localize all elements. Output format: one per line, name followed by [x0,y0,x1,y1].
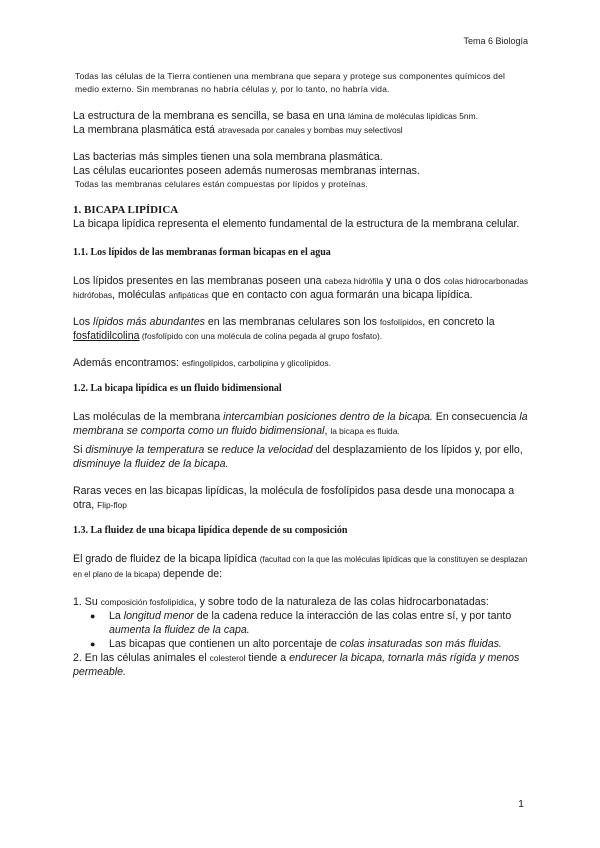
list-item-1: 1. Su composición fosfolipídica, y sobre todo de la naturaleza de las colas hidrocarbonatadas: [73,596,489,608]
eukaryote-line: Las células eucariontes poseen además numerosas membranas internas. [73,165,420,177]
abundant-lipids-paragraph: Los lípidos más abundantes en las membranas celulares son los fosfolípidos, en concreto la fosfatidilcolina (fosfolípido con una molécula de colina pegada al grupo fosfato). [73,316,495,342]
section-1-text: La bicapa lipídica representa el elemento fundamental de la estructura de la membrana celular. [73,218,520,230]
membrane-structure-line: La estructura de la membrana es sencilla, se basa en una lámina de moléculas lipídicas 5nm. [73,110,478,122]
section-heading-1-1: 1.1. Los lípidos de las membranas forman bicapas en el agua [73,247,331,258]
fluid-paragraph: Las moléculas de la membrana intercambian posiciones dentro de la bicapa. En consecuencia la membrana se comporta como un fluido bidimensional, la bicapa es fluida. [73,411,528,437]
bullet-item-1: ● La longitud menor de la cadena reduce la interacción de las colas entre sí, y por tanto aumenta la fluidez de la capa. [90,610,512,636]
bacteria-line: Las bacterias más simples tienen una sola membrana plasmática. [73,151,383,163]
fluidity-degree-paragraph: El grado de fluidez de la bicapa lipídica (facultad con la que las moléculas lipídicas que la constituyen se desplazan en el plano de la bicapa) depende de: [73,553,528,580]
page-content [73,70,531,679]
bullet-dot-icon: ● [90,639,96,649]
bullet-list [73,609,531,651]
section-heading-1-2: 1.2. La bicapa lipídica es un fluido bidimensional [73,383,282,394]
page-header: Tema 6 Biología [463,36,528,46]
intro-paragraph: Todas las células de la Tierra contienen una membrana que separa y protege sus componentes químicos del medio externo. Sin membranas no habría células y, por lo tanto, no habría vida. [75,71,506,94]
flip-flop-paragraph: Raras veces en las bicapas lipídicas, la molécula de fosfolípidos pasa desde una monocapa a otra, Flip-flop [73,485,515,511]
page-number: 1 [518,798,524,810]
section-heading-1: 1. BICAPA LIPÍDICA [73,204,179,216]
bullet-dot-icon: ● [90,611,96,621]
lipids-paragraph: Los lípidos presentes en las membranas poseen una cabeza hidrófila y una o dos colas hidrocarbonadas hidrófobas, moléculas anfipáticas que en contacto con agua formarán una bicapa lipídica. [73,275,529,301]
other-lipids-line: Además encontramos: esfingolípidos, carbolipina y glicolípidos. [73,357,331,369]
plasma-membrane-line: La membrana plasmática está atravesada por canales y bombas muy selectivosl [73,124,403,136]
list-item-2: 2. En las células animales el colesterol tiende a endurecer la bicapa, tornarla más rígida y menos permeable. [73,652,520,678]
section-heading-1-3: 1.3. La fluidez de una bicapa lipídica depende de su composición [73,525,348,536]
composition-line: Todas las membranas celulares están compuestas por lípidos y proteínas. [75,179,368,189]
bullet-item-2: ● Las bicapas que contienen un alto porcentaje de colas insaturadas son más fluidas. [90,638,502,650]
temperature-paragraph: Si disminuye la temperatura se reduce la velocidad del desplazamiento de los lípidos y, por ello, disminuye la fluidez de la bicapa. [73,444,523,470]
